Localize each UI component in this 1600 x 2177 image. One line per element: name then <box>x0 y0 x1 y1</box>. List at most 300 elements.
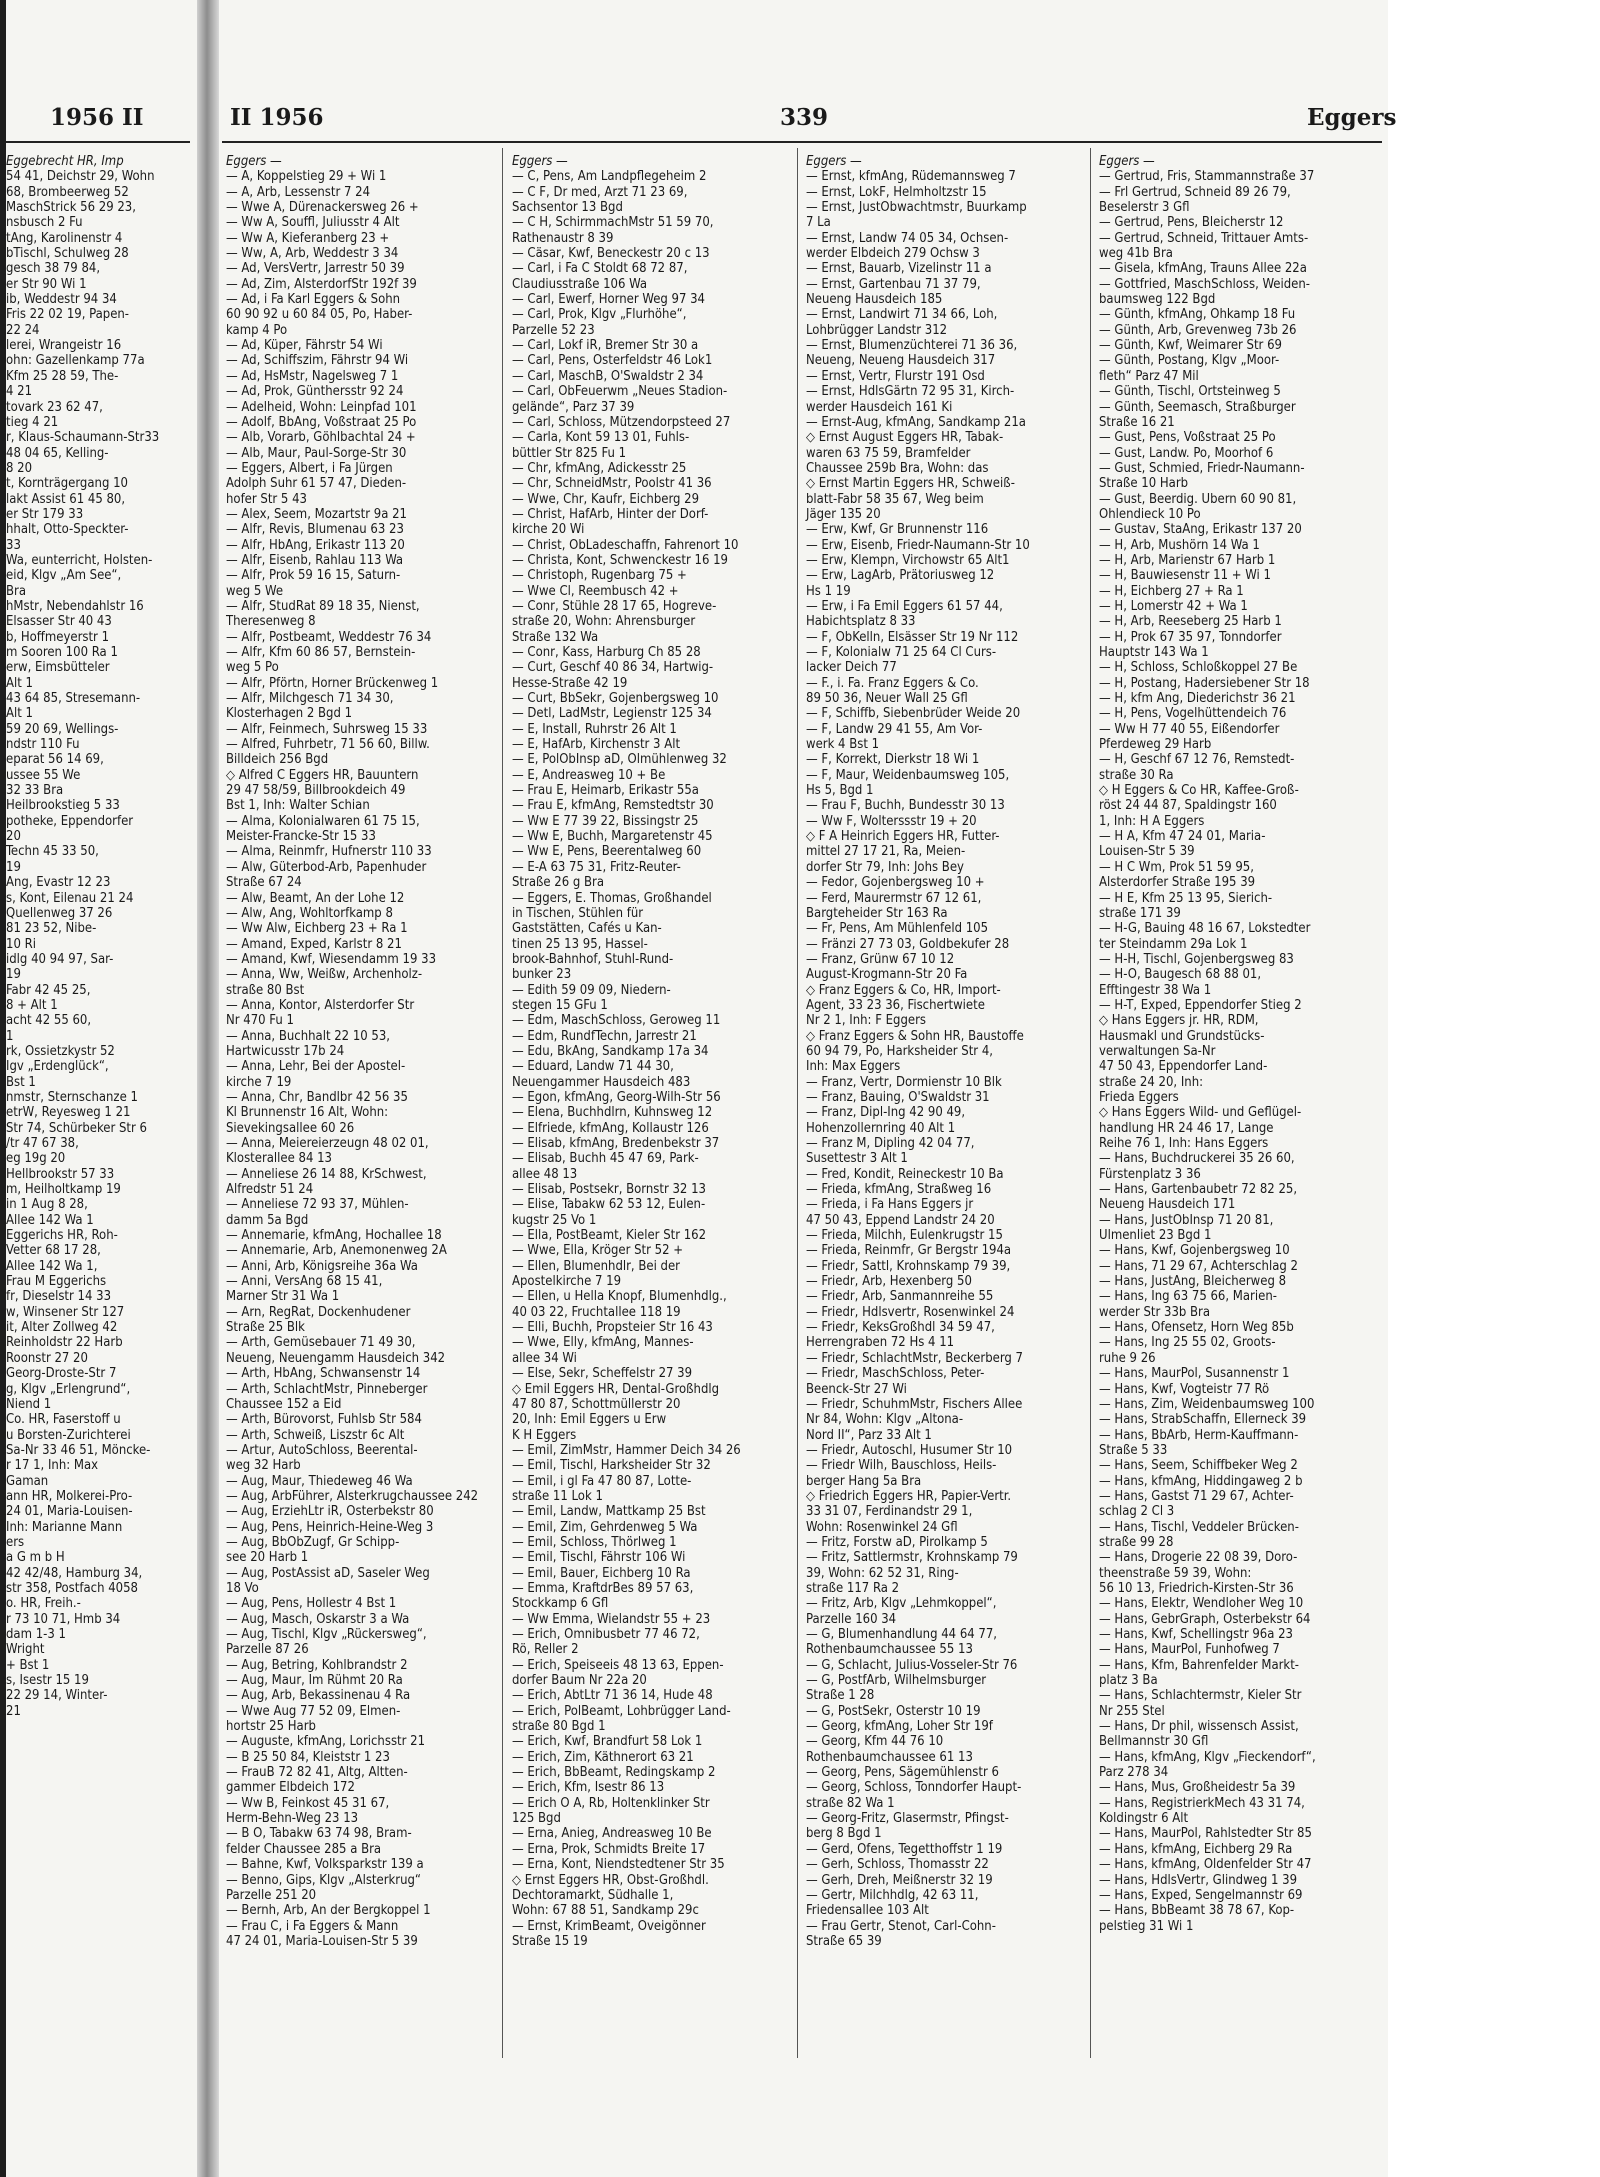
directory-entry-line: ib, Weddestr 94 34 <box>6 292 117 308</box>
directory-entry-line: — Alfr, Postbeamt, Weddestr 76 34 <box>226 629 432 645</box>
directory-column-2 <box>512 154 794 1949</box>
directory-entry-line: — Georg-Fritz, Glasermstr, Pfingst- <box>806 1811 1009 1827</box>
directory-entry-line: — Günth, Kwf, Weimarer Str 69 <box>1099 338 1282 354</box>
directory-entry-line: — Alb, Maur, Paul-Sorge-Str 30 <box>226 445 407 461</box>
directory-entry-line: — Christoph, Rugenbarg 75 + <box>512 568 687 584</box>
directory-entry-line: — Aug, Pens, Hollestr 4 Bst 1 <box>226 1596 397 1612</box>
directory-entry-line: — Erich, BbBeamt, Redingskamp 2 <box>512 1765 716 1781</box>
directory-entry-line: — H, Arb, Reeseberg 25 Harb 1 <box>1099 614 1282 630</box>
directory-entry-line: — Frieda, Milchh, Eulenkrugstr 15 <box>806 1228 1003 1244</box>
directory-entry-line: Frau M Eggerichs <box>6 1274 107 1290</box>
directory-entry-line: tieg 4 21 <box>6 414 59 430</box>
directory-entry-line: ann HR, Molkerei-Pro- <box>6 1488 133 1504</box>
directory-entry-line: — Alfr, HbAng, Erikastr 113 20 <box>226 537 405 553</box>
directory-entry-line: — Gust, Landw. Po, Moorhof 6 <box>1099 445 1274 461</box>
directory-entry-line: ◇ Friedrich Eggers HR, Papier-Vertr. <box>806 1488 1012 1504</box>
directory-entry-line: — Fritz, Arb, Klgv „Lehmkoppel“, <box>806 1596 997 1612</box>
directory-entry-line: — Günth, Postang, Klgv „Moor- <box>1099 353 1280 369</box>
directory-entry-line: — Wwe Aug 77 52 09, Elmen- <box>226 1703 401 1719</box>
directory-entry-line: — Frieda, i Fa Hans Eggers jr <box>806 1197 974 1213</box>
directory-entry-line: 1, Inh: H A Eggers <box>1099 813 1205 829</box>
directory-entry-line: g, Klgv „Erlengrund“, <box>6 1381 131 1397</box>
directory-entry-line: Techn 45 33 50, <box>6 844 99 860</box>
directory-entry-line: — Fedor, Gojenbergsweg 10 + <box>806 875 985 891</box>
directory-entry-line: — Hans, Exped, Sengelmannstr 69 <box>1099 1887 1303 1903</box>
directory-entry-line: — Artur, AutoSchloss, Beerental- <box>226 1442 418 1458</box>
directory-entry-line: ◇ Alfred C Eggers HR, Bauuntern <box>226 767 419 783</box>
directory-entry-line: — Ad, VersVertr, Jarrestr 50 39 <box>226 261 405 277</box>
directory-entry-line: Straße 16 21 <box>1099 414 1175 430</box>
directory-entry-line: — Gisela, kfmAng, Trauns Allee 22a <box>1099 261 1307 277</box>
directory-entry-line: ◇ Ernst Eggers HR, Obst-Großhdl. <box>512 1872 709 1888</box>
column-divider-2 <box>797 148 798 2058</box>
directory-entry-line: ◇ H Eggers & Co HR, Kaffee-Groß- <box>1099 783 1299 799</box>
directory-entry-line: Bellmannstr 30 Gfl <box>1099 1734 1209 1750</box>
directory-entry-line: — Arth, SchlachtMstr, Pinneberger <box>226 1381 428 1397</box>
directory-entry-line: — Benno, Gips, Klgv „Alsterkrug“ <box>226 1872 421 1888</box>
directory-entry-line: — H, Arb, Marienstr 67 Harb 1 <box>1099 552 1276 568</box>
directory-entry-line: 59 20 69, Wellings- <box>6 721 119 737</box>
directory-entry-line: Niend 1 <box>6 1396 52 1412</box>
directory-entry-line: — Ww Emma, Wielandstr 55 + 23 <box>512 1611 711 1627</box>
directory-entry-line: — Ernst, Bauarb, Vizelinstr 11 a <box>806 261 992 277</box>
directory-entry-line: — Auguste, kfmAng, Lorichsstr 21 <box>226 1734 426 1750</box>
directory-entry-line: Hohenzollernring 40 Alt 1 <box>806 1120 956 1136</box>
directory-entry-line: — Aug, Maur, Thiedeweg 46 Wa <box>226 1473 413 1489</box>
directory-entry-line: — Elli, Buchh, Propsteier Str 16 43 <box>512 1320 713 1336</box>
directory-entry-line: Straße 65 39 <box>806 1933 882 1949</box>
directory-entry-line: Reihe 76 1, Inh: Hans Eggers <box>1099 1136 1269 1151</box>
directory-entry-line: — Hans, BbBeamt 38 78 67, Kop- <box>1099 1903 1295 1919</box>
directory-entry-line: Alsterdorfer Straße 195 39 <box>1099 875 1256 891</box>
directory-entry-line: — E, Install, Ruhrstr 26 Alt 1 <box>512 721 677 737</box>
directory-entry-line: Wohn: 67 88 51, Sandkamp 29c <box>512 1903 699 1919</box>
directory-entry-line: gesch 38 79 84, <box>6 261 101 277</box>
directory-entry-line: — Edm, RundfTechn, Jarrestr 21 <box>512 1028 697 1044</box>
directory-entry-line: /tr 47 67 38, <box>6 1136 79 1151</box>
directory-entry-line: — G, PostfArb, Wilhelmsburger <box>806 1673 987 1689</box>
directory-entry-line: kirche 7 19 <box>226 1074 292 1090</box>
directory-entry-line: — Edm, MaschSchloss, Geroweg 11 <box>512 1013 721 1029</box>
directory-entry-line: Neueng, Neueng Hausdeich 317 <box>806 353 996 369</box>
directory-entry-line: Straße 26 g Bra <box>512 875 604 891</box>
directory-entry-line: — Chr, kfmAng, Adickesstr 25 <box>512 460 687 476</box>
directory-entry-line: — Carl, Prok, Klgv „Flurhöhe“, <box>512 307 687 323</box>
directory-entry-line: — Georg, Kfm 44 76 10 <box>806 1734 944 1750</box>
directory-entry-line: straße 82 Wa 1 <box>806 1795 895 1811</box>
directory-entry-line: — Friedr, SchuhmMstr, Fischers Allee <box>806 1396 1023 1412</box>
directory-entry-line: Rö, Reller 2 <box>512 1642 579 1658</box>
directory-entry-line: — Edith 59 09 09, Niedern- <box>512 982 671 998</box>
directory-entry-line: Straße 10 Harb <box>1099 476 1189 492</box>
directory-entry-line: — Hans, Gastst 71 29 67, Achter- <box>1099 1488 1294 1504</box>
directory-entry-line: — Alma, Reinmfr, Hufnerstr 110 33 <box>226 844 432 860</box>
directory-entry-line: Hartwicusstr 17b 24 <box>226 1043 345 1059</box>
directory-entry-line: Beenck-Str 27 Wi <box>806 1381 907 1397</box>
directory-entry-line: — Elfriede, kfmAng, Kollaustr 126 <box>512 1120 709 1136</box>
directory-entry-line: 47 50 43, Eppendorfer Land- <box>1099 1059 1268 1075</box>
directory-entry-line: — Gust, Schmied, Friedr-Naumann- <box>1099 460 1305 476</box>
directory-entry-line: kamp 4 Po <box>226 322 288 338</box>
directory-entry-line: — H C Wm, Prok 51 59 95, <box>1099 859 1254 875</box>
prev-page-header: 1956 II <box>50 104 144 131</box>
directory-entry-line: — Ella, PostBeamt, Kieler Str 162 <box>512 1228 707 1244</box>
directory-entry-line: weg 5 We <box>226 583 284 599</box>
directory-entry-line: — Hans, Drogerie 22 08 39, Doro- <box>1099 1550 1298 1566</box>
directory-entry-line: — Gertrud, Schneid, Trittauer Amts- <box>1099 230 1309 246</box>
directory-entry-line: bunker 23 <box>512 967 572 983</box>
directory-entry-line: 20, Inh: Emil Eggers u Erw <box>512 1412 667 1428</box>
directory-entry-line: — Emil, Tischl, Fährstr 106 Wi <box>512 1550 686 1566</box>
directory-entry-line: — Ad, Küper, Fährstr 54 Wi <box>226 338 383 354</box>
directory-entry-line: Eggers — <box>1099 154 1155 169</box>
directory-entry-line: — Emma, KraftdrBes 89 57 63, <box>512 1580 694 1596</box>
directory-entry-line: Herm-Behn-Weg 23 13 <box>226 1811 359 1827</box>
directory-entry-line: lakt Assist 61 45 80, <box>6 491 126 507</box>
directory-entry-line: — Gertrud, Pens, Bleicherstr 12 <box>1099 215 1284 231</box>
directory-entry-line: kirche 20 Wi <box>512 522 585 538</box>
directory-entry-line: Allee 142 Wa 1, <box>6 1258 98 1274</box>
directory-entry-line: s, Isestr 15 19 <box>6 1673 89 1689</box>
directory-entry-line: ruhe 9 26 <box>1099 1350 1156 1366</box>
directory-entry-line: Klosterhagen 2 Bgd 1 <box>226 706 353 722</box>
directory-entry-line: — Erw, i Fa Emil Eggers 61 57 44, <box>806 598 1003 614</box>
directory-entry-line: straße 99 28 <box>1099 1534 1174 1550</box>
directory-entry-line: — E, PolObInsp aD, Olmühlenweg 32 <box>512 752 727 768</box>
directory-entry-line: bTischl, Schulweg 28 <box>6 246 129 262</box>
directory-entry-line: handlung HR 24 46 17, Lange <box>1099 1120 1274 1136</box>
directory-entry-line: brook-Bahnhof, Stuhl-Rund- <box>512 951 674 967</box>
directory-entry-line: — H-G, Bauing 48 16 67, Lokstedter <box>1099 921 1311 937</box>
directory-entry-line: — Arth, Schweiß, Liszstr 6c Alt <box>226 1427 405 1443</box>
directory-entry-line: Eggebrecht HR, Imp <box>6 154 124 169</box>
directory-entry-line: — FrauB 72 82 41, Altg, Altten- <box>226 1765 408 1781</box>
directory-entry-line: 47 50 43, Eppend Landstr 24 20 <box>806 1212 995 1228</box>
directory-entry-line: — Cäsar, Kwf, Beneckestr 20 c 13 <box>512 246 710 262</box>
directory-entry-line: — Arth, Gemüsebauer 71 49 30, <box>226 1335 416 1351</box>
directory-entry-line: allee 34 Wi <box>512 1350 577 1366</box>
main-page-header-left: II 1956 <box>230 104 324 131</box>
directory-entry-line: eid, Klgv „Am See“, <box>6 568 122 584</box>
directory-entry-line: — Egon, kfmAng, Georg-Wilh-Str 56 <box>512 1089 721 1105</box>
directory-entry-line: mittel 27 17 21, Ra, Meien- <box>806 844 966 860</box>
directory-entry-line: — Ellen, u Hella Knopf, Blumenhdlg., <box>512 1289 727 1305</box>
directory-entry-line: Rathenaustr 8 39 <box>512 230 614 246</box>
directory-entry-line: — Elise, Tabakw 62 53 12, Eulen- <box>512 1197 706 1213</box>
directory-entry-line: Fabr 42 45 25, <box>6 982 91 998</box>
directory-entry-line: — Bernh, Arb, An der Bergkoppel 1 <box>226 1903 431 1919</box>
directory-entry-line: ◇ Franz Eggers & Co, HR, Import- <box>806 982 1001 998</box>
directory-entry-line: Ang, Evastr 12 23 <box>6 875 111 891</box>
directory-entry-line: — H A, Kfm 47 24 01, Maria- <box>1099 829 1266 845</box>
directory-entry-line: — Hans, Schlachtermstr, Kieler Str <box>1099 1688 1302 1704</box>
directory-entry-line: — Hans, Buchdruckerei 35 26 60, <box>1099 1151 1295 1167</box>
directory-entry-line: Straße 5 33 <box>1099 1442 1168 1458</box>
directory-entry-line: — E-A 63 75 31, Fritz-Reuter- <box>512 859 681 875</box>
directory-entry-line: — Anna, Chr, Bandlbr 42 56 35 <box>226 1089 408 1105</box>
directory-entry-line: — F, ObKelln, Elsässer Str 19 Nr 112 <box>806 629 1019 645</box>
directory-entry-line: Neuengammer Hausdeich 483 <box>512 1074 691 1090</box>
directory-entry-line: — Carl, Pens, Osterfeldstr 46 Lok1 <box>512 353 713 369</box>
directory-entry-line: — Christ, HafArb, Hinter der Dorf- <box>512 506 709 522</box>
directory-entry-line: Eggerichs HR, Roh- <box>6 1228 118 1244</box>
directory-entry-line: r 73 10 71, Hmb 34 <box>6 1611 121 1627</box>
directory-entry-line: — Aug, Tischl, Klgv „Rückersweg“, <box>226 1627 427 1642</box>
directory-entry-line: — Ad, i Fa Karl Eggers & Sohn <box>226 292 401 308</box>
directory-entry-line: fleth“ Parz 47 Mil <box>1099 368 1199 384</box>
directory-entry-line: — Frau Gertr, Stenot, Carl-Cohn- <box>806 1918 996 1934</box>
directory-entry-line: Kfm 25 28 59, The- <box>6 368 119 384</box>
directory-entry-line: Theresenweg 8 <box>226 614 316 630</box>
directory-entry-line: — Erna, Kont, Niendstedtener Str 35 <box>512 1857 725 1873</box>
directory-entry-line: Bargteheider Str 163 Ra <box>806 905 948 921</box>
directory-entry-line: waren 63 75 59, Bramfelder <box>806 445 971 461</box>
directory-entry-line: — Ernst, LokF, Helmholtzstr 15 <box>806 184 987 200</box>
directory-entry-line: — Hans, kfmAng, Eichberg 29 Ra <box>1099 1841 1293 1857</box>
directory-entry-line: — Emil, i gl Fa 47 80 87, Lotte- <box>512 1473 692 1489</box>
directory-entry-line: — Annemarie, kfmAng, Hochallee 18 <box>226 1228 442 1244</box>
directory-entry-line: — Anni, Arb, Königsreihe 36a Wa <box>226 1258 418 1274</box>
directory-entry-line: Klosterallee 84 13 <box>226 1151 332 1167</box>
directory-entry-line: — Aug, Arb, Bekassinenau 4 Ra <box>226 1688 411 1704</box>
directory-entry-line: ussee 55 We <box>6 767 81 783</box>
directory-entry-line: gammer Elbdeich 172 <box>226 1780 355 1796</box>
directory-entry-line: — Emil, Schloss, Thörlweg 1 <box>512 1534 677 1550</box>
directory-entry-line: Neueng, Neuengamm Hausdeich 342 <box>226 1350 446 1366</box>
directory-entry-line: Claudiusstraße 106 Wa <box>512 276 648 292</box>
directory-entry-line: — Anni, VersAng 68 15 41, <box>226 1274 383 1290</box>
directory-entry-line: Herrengraben 72 Hs 4 11 <box>806 1335 955 1351</box>
directory-entry-line: — H, Prok 67 35 97, Tonndorfer <box>1099 629 1282 645</box>
directory-entry-line: 20 <box>6 829 21 845</box>
directory-entry-line: 21 <box>6 1703 21 1719</box>
directory-entry-line: — Hans, Ing 25 55 02, Groots- <box>1099 1335 1276 1351</box>
directory-entry-line: — F., i. Fa. Franz Eggers & Co. <box>806 675 979 691</box>
directory-entry-line: — Ernst, Vertr, Flurstr 191 Osd <box>806 368 985 384</box>
directory-entry-line: Apostelkirche 7 19 <box>512 1274 622 1290</box>
directory-entry-line: — Hans, kfmAng, Oldenfelder Str 47 <box>1099 1857 1312 1873</box>
directory-entry-line: — Amand, Exped, Karlstr 8 21 <box>226 936 402 952</box>
directory-entry-line: Alt 1 <box>6 706 33 722</box>
directory-entry-line: Jäger 135 20 <box>806 506 881 522</box>
directory-entry-line: Rothenbaumchaussee 61 13 <box>806 1749 973 1765</box>
directory-entry-line: Kl Brunnenstr 16 Alt, Wohn: <box>226 1105 389 1121</box>
directory-entry-line: Eggers — <box>226 154 282 169</box>
directory-entry-line: — Gerh, Dreh, Meißnerstr 32 19 <box>806 1872 993 1888</box>
right-blank-margin <box>1388 0 1600 2177</box>
directory-column-1 <box>226 154 500 1949</box>
directory-entry-line: — Friedr, Arb, Sanmannreihe 55 <box>806 1289 994 1305</box>
directory-entry-line: Straße 25 Blk <box>226 1320 305 1336</box>
directory-entry-line: Frieda Eggers <box>1099 1089 1179 1105</box>
directory-entry-line: — Franz, Dipl-Ing 42 90 49, <box>806 1105 966 1121</box>
directory-entry-line: — Alfr, Prok 59 16 15, Saturn- <box>226 568 401 584</box>
directory-entry-line: o. HR, Freih.- <box>6 1596 81 1612</box>
directory-entry-line: — Hans, JustAng, Bleicherweg 8 <box>1099 1274 1287 1290</box>
directory-entry-line: — Günth, Tischl, Ortsteinweg 5 <box>1099 384 1281 400</box>
directory-entry-line: — Gust, Beerdig. Ubern 60 90 81, <box>1099 491 1297 507</box>
directory-entry-line: — Georg, kfmAng, Loher Str 19f <box>806 1719 993 1735</box>
directory-entry-line: — Curt, BbSekr, Gojenbergsweg 10 <box>512 691 719 707</box>
directory-entry-line: ◇ Franz Eggers & Sohn HR, Baustoffe <box>806 1028 1024 1044</box>
directory-entry-line: — Conr, Stühle 28 17 65, Hogreve- <box>512 598 717 614</box>
directory-entry-line: acht 42 55 60, <box>6 1013 92 1029</box>
directory-entry-line: Hs 5, Bgd 1 <box>806 783 874 799</box>
directory-entry-line: nsbusch 2 Fu <box>6 215 83 231</box>
directory-entry-line: — Ww, A, Arb, Weddestr 3 34 <box>226 246 399 262</box>
directory-entry-line: — Adolf, BbAng, Voßstraat 25 Po <box>226 414 417 430</box>
directory-entry-line: — Hans, GebrGraph, Osterbekstr 64 <box>1099 1611 1311 1627</box>
directory-entry-line: — Aug, Betring, Kohlbrandstr 2 <box>226 1657 408 1673</box>
directory-entry-line: — Frau E, kfmAng, Remstedtstr 30 <box>512 798 714 814</box>
directory-entry-line: ◇ Hans Eggers Wild- und Geflügel- <box>1099 1105 1302 1121</box>
directory-entry-line: straße 117 Ra 2 <box>806 1580 900 1596</box>
directory-entry-line: ◇ F A Heinrich Eggers HR, Futter- <box>806 829 1000 845</box>
directory-entry-line: — Franz, Vertr, Dormienstr 10 Blk <box>806 1074 1002 1090</box>
directory-entry-line: — H, Postang, Hadersiebener Str 18 <box>1099 675 1310 691</box>
directory-entry-line: t, Kornträgergang 10 <box>6 476 128 492</box>
directory-entry-line: — Wwe, Elly, kfmAng, Mannes- <box>512 1335 694 1351</box>
directory-entry-line: — Adelheid, Wohn: Leinpfad 101 <box>226 399 417 415</box>
directory-entry-line: see 20 Harb 1 <box>226 1550 309 1566</box>
directory-entry-line: Chaussee 259b Bra, Wohn: das <box>806 460 989 476</box>
directory-entry-line: — Hans, Elektr, Wendloher Weg 10 <box>1099 1596 1304 1612</box>
directory-entry-line: eg 19g 20 <box>6 1151 66 1167</box>
directory-entry-line: in 1 Aug 8 28, <box>6 1197 88 1213</box>
directory-entry-line: — Erw, LagArb, Prätoriusweg 12 <box>806 568 995 584</box>
directory-entry-line: berg 8 Bgd 1 <box>806 1826 882 1842</box>
directory-entry-line: — Carl, i Fa C Stoldt 68 72 87, <box>512 261 688 277</box>
directory-entry-line: — Anneliese 26 14 88, KrSchwest, <box>226 1166 427 1182</box>
directory-entry-line: Chaussee 152 a Eid <box>226 1396 342 1412</box>
directory-entry-line: Billdeich 256 Bgd <box>226 752 329 768</box>
directory-entry-line: — Carla, Kont 59 13 01, Fuhls- <box>512 430 690 446</box>
directory-entry-line: 60 94 79, Po, Harksheider Str 4, <box>806 1043 993 1059</box>
directory-entry-line: — Hans, Gartenbaubetr 72 82 25, <box>1099 1182 1298 1198</box>
directory-entry-line: Bst 1 <box>6 1074 36 1090</box>
directory-entry-line: Inh: Marianne Mann <box>6 1519 123 1535</box>
directory-entry-line: Parzelle 52 23 <box>512 322 595 338</box>
directory-entry-line: — Hans, Kwf, Gojenbergsweg 10 <box>1099 1243 1290 1259</box>
directory-entry-line: — F, Kolonialw 71 25 64 Cl Curs- <box>806 645 997 660</box>
directory-entry-line: — Hans, MaurPol, Rahlstedter Str 85 <box>1099 1826 1312 1842</box>
directory-entry-line: Igv „Erdenglück“, <box>6 1059 109 1075</box>
directory-entry-line: — H, Eichberg 27 + Ra 1 <box>1099 583 1244 599</box>
directory-entry-line: erw, Eimsbütteler <box>6 660 110 676</box>
directory-entry-line: 8 + Alt 1 <box>6 997 58 1013</box>
directory-entry-line: — Hans, Mus, Großheidestr 5a 39 <box>1099 1780 1296 1796</box>
directory-entry-line: Parzelle 160 34 <box>806 1611 897 1627</box>
directory-entry-line: 7 La <box>806 215 831 231</box>
directory-entry-line: — E, HafArb, Kirchenstr 3 Alt <box>512 737 681 753</box>
directory-entry-line: — A, Koppelstieg 29 + Wi 1 <box>226 169 387 185</box>
directory-entry-line: allee 48 13 <box>512 1166 578 1182</box>
directory-entry-line: Straße 67 24 <box>226 875 302 891</box>
directory-entry-line: — Alfr, Milchgesch 71 34 30, <box>226 691 394 707</box>
directory-entry-line: Elsasser Str 40 43 <box>6 614 112 630</box>
directory-entry-line: — Elisab, Buchh 45 47 69, Park- <box>512 1151 699 1167</box>
directory-entry-line: — Elisab, kfmAng, Bredenbekstr 37 <box>512 1136 720 1151</box>
directory-entry-line: — Edu, BkAng, Sandkamp 17a 34 <box>512 1043 709 1059</box>
directory-entry-line: — C, Pens, Am Landpflegeheim 2 <box>512 169 707 185</box>
directory-entry-line: — Friedr, Hdlsvertr, Rosenwinkel 24 <box>806 1304 1015 1320</box>
directory-entry-line: rk, Ossietzkystr 52 <box>6 1043 115 1059</box>
directory-entry-line: — Friedr, SchlachtMstr, Beckerberg 7 <box>806 1350 1023 1366</box>
directory-entry-line: Alt 1 <box>6 675 33 691</box>
directory-entry-line: — Ernst, Landwirt 71 34 66, Loh, <box>806 307 998 323</box>
directory-entry-line: — Ernst, Landw 74 05 34, Ochsen- <box>806 230 1009 246</box>
directory-entry-line: — Erich, Kfm, Isestr 86 13 <box>512 1780 665 1796</box>
directory-entry-line: 40 03 22, Fruchtallee 118 19 <box>512 1304 681 1320</box>
directory-entry-line: — Erich, AbtLtr 71 36 14, Hude 48 <box>512 1688 713 1704</box>
directory-entry-line: Stockkamp 6 Gfl <box>512 1596 609 1612</box>
directory-entry-line: Fürstenplatz 3 36 <box>1099 1166 1201 1182</box>
directory-entry-line: — B 25 50 84, Kleiststr 1 23 <box>226 1749 390 1765</box>
directory-entry-line: büttler Str 825 Fu 1 <box>512 445 627 461</box>
directory-entry-line: — Ernst, Gartenbau 71 37 79, <box>806 276 981 292</box>
directory-entry-line: — Gust, Pens, Voßstraat 25 Po <box>1099 430 1276 446</box>
directory-entry-line: — Alex, Seem, Mozartstr 9a 21 <box>226 506 407 522</box>
directory-entry-line: — Christ, ObLadeschaffn, Fahrenort 10 <box>512 537 739 553</box>
directory-entry-line: 33 <box>6 537 21 553</box>
directory-entry-line: Efftingestr 38 Wa 1 <box>1099 982 1212 998</box>
directory-entry-line: platz 3 Ba <box>1099 1673 1158 1689</box>
directory-entry-line: er Str 179 33 <box>6 506 84 522</box>
directory-entry-line: 47 24 01, Maria-Louisen-Str 5 39 <box>226 1933 418 1949</box>
directory-entry-line: straße 20, Wohn: Ahrensburger <box>512 614 696 630</box>
directory-entry-line: — Else, Sekr, Scheffelstr 27 39 <box>512 1366 693 1382</box>
directory-entry-line: — Friedr, Arb, Hexenberg 50 <box>806 1274 972 1290</box>
directory-entry-line: — Ww B, Feinkost 45 31 67, <box>226 1795 390 1811</box>
directory-entry-line: — Arn, RegRat, Dockenhudener <box>226 1304 411 1320</box>
directory-entry-line: — Alma, Kolonialwaren 61 75 15, <box>226 813 420 829</box>
directory-entry-line: ter Steindamm 29a Lok 1 <box>1099 936 1248 952</box>
directory-entry-line: straße 171 39 <box>1099 905 1181 921</box>
directory-entry-line: — G, Blumenhandlung 44 64 77, <box>806 1627 998 1642</box>
directory-entry-line: — Annemarie, Arb, Anemonenweg 2A <box>226 1243 447 1259</box>
directory-entry-line: — Erich, Speiseeis 48 13 63, Eppen- <box>512 1657 724 1673</box>
directory-entry-line: — Fritz, Forstw aD, Pirolkamp 5 <box>806 1534 988 1550</box>
directory-entry-line: — B O, Tabakw 63 74 98, Bram- <box>226 1826 412 1842</box>
directory-entry-line: — Eduard, Landw 71 44 30, <box>512 1059 674 1075</box>
directory-entry-line: tovark 23 62 47, <box>6 399 103 415</box>
directory-entry-line: — Conr, Kass, Harburg Ch 85 28 <box>512 645 701 660</box>
directory-entry-line: — Wwe A, Dürenackersweg 26 + <box>226 200 419 216</box>
directory-entry-line: Koldingstr 6 Alt <box>1099 1811 1189 1827</box>
directory-entry-line: werder Str 33b Bra <box>1099 1304 1211 1320</box>
directory-entry-line: Sachsentor 13 Bgd <box>512 200 623 216</box>
directory-entry-line: damm 5a Bgd <box>226 1212 309 1228</box>
directory-entry-line: — Hans, StrabSchaffn, Ellerneck 39 <box>1099 1412 1307 1428</box>
directory-entry-line: — Christa, Kont, Schwenckestr 16 19 <box>512 552 728 568</box>
directory-entry-line: — Franz, Grünw 67 10 12 <box>806 951 955 967</box>
directory-entry-line: ◇ Hans Eggers jr. HR, RDM, <box>1099 1013 1259 1029</box>
directory-entry-line: — Alb, Vorarb, Göhlbachtal 24 + <box>226 430 416 446</box>
directory-entry-line: Inh: Max Eggers <box>806 1059 901 1075</box>
directory-entry-line: — Anna, Buchhalt 22 10 53, <box>226 1028 391 1044</box>
directory-entry-line: — Ernst, JustObwachtmstr, Buurkamp <box>806 200 1027 216</box>
main-header-rule <box>222 141 1382 143</box>
directory-entry-line: — Gottfried, MaschSchloss, Weiden- <box>1099 276 1311 292</box>
directory-entry-line: u Borsten-Zurichterei <box>6 1427 131 1443</box>
directory-entry-line: — Eggers, E. Thomas, Großhandel <box>512 890 712 906</box>
directory-entry-line: Straße 1 28 <box>806 1688 875 1704</box>
directory-entry-line: — Erna, Anieg, Andreasweg 10 Be <box>512 1826 712 1842</box>
directory-entry-line: — Hans, MaurPol, Susannenstr 1 <box>1099 1366 1290 1382</box>
directory-entry-line: August-Krogmann-Str 20 Fa <box>806 967 968 983</box>
directory-entry-line: — H, Pens, Vogelhüttendeich 76 <box>1099 706 1287 722</box>
directory-entry-line: str 358, Postfach 4058 <box>6 1580 138 1596</box>
